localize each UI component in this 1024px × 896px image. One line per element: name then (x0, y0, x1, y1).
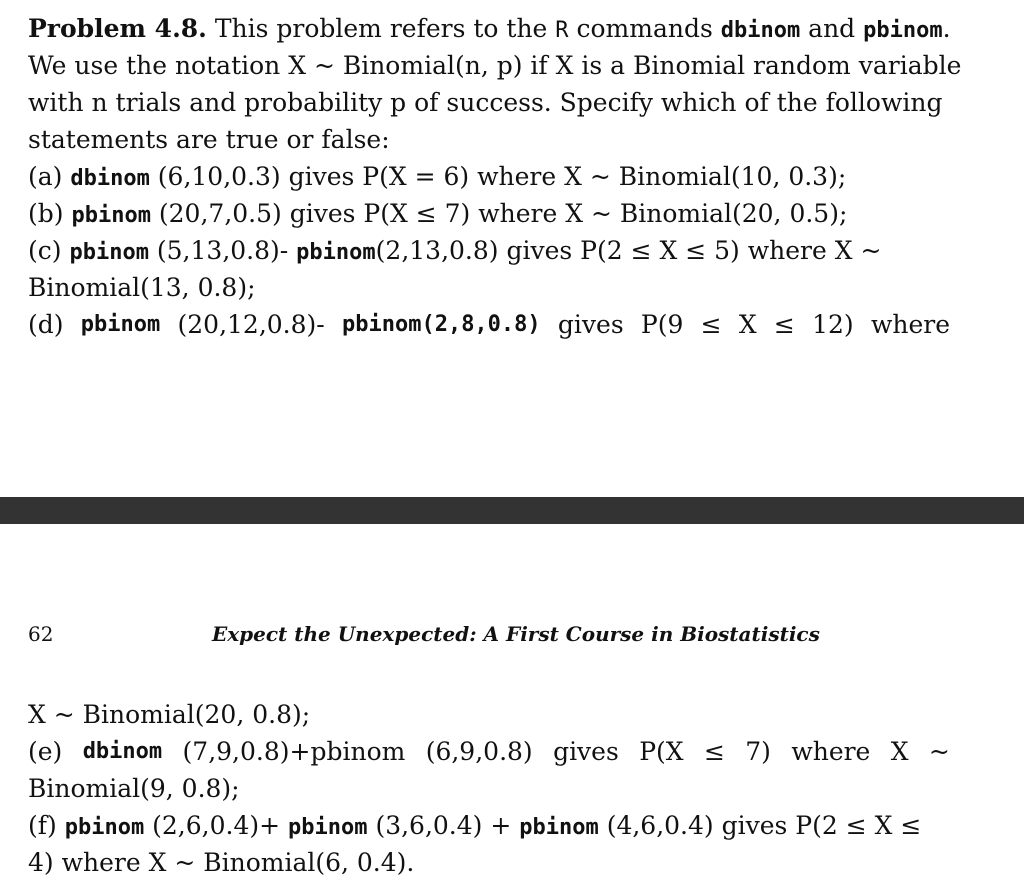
command-pbinom: pbinom (64, 815, 145, 840)
intro-text: and (800, 14, 864, 43)
page-divider-band (0, 497, 1024, 524)
command-dbinom: dbinom (720, 18, 801, 43)
command-pbinom: pbinom(2,8,0.8) (341, 312, 541, 337)
command-dbinom: dbinom (82, 739, 163, 764)
item-c-continuation: Binomial(13, 0.8); (28, 273, 256, 302)
book-title: Expect the Unexpected: A First Course in Biostatistics (212, 622, 820, 646)
item-f: (f) pbinom (2,6,0.4)+ pbinom (3,6,0.4) + pbinom (4,6,0.4) gives P(2 ≤ X ≤ (28, 811, 922, 840)
intro-text: commands (568, 14, 721, 43)
item-e: (e) dbinom (7,9,0.8)+pbinom (6,9,0.8) gives P(X ≤ 7) where X ~ (28, 737, 950, 766)
item-b: (b) pbinom (20,7,0.5) gives P(X ≤ 7) where X ~ Binomial(20, 0.5); (28, 199, 848, 228)
problem-label: Problem 4.8. (28, 14, 207, 43)
command-pbinom: pbinom (296, 240, 376, 265)
command-pbinom: pbinom (71, 203, 151, 228)
intro-text: This problem refers to the (206, 14, 556, 43)
command-dbinom: dbinom (70, 166, 150, 191)
intro-line-4: statements are true or false: (28, 125, 390, 154)
item-d-continuation: X ~ Binomial(20, 0.8); (28, 700, 311, 729)
command-pbinom: pbinom (288, 815, 368, 840)
item-c: (c) pbinom (5,13,0.8)- pbinom(2,13,0.8) gives P(2 ≤ X ≤ 5) where X ~ (28, 236, 882, 265)
r-language-name: R (555, 18, 569, 43)
item-f-continuation: 4) where X ~ Binomial(6, 0.4). (28, 848, 415, 877)
command-pbinom: pbinom (80, 312, 161, 337)
item-e-continuation: Binomial(9, 0.8); (28, 774, 240, 803)
item-a: (a) dbinom (6,10,0.3) gives P(X = 6) where X ~ Binomial(10, 0.3); (28, 162, 847, 191)
problem-heading-line (28, 14, 950, 46)
command-pbinom: pbinom (69, 240, 149, 265)
page-number: 62 (28, 622, 54, 646)
command-pbinom: pbinom (519, 815, 599, 840)
intro-line-2: We use the notation X ~ Binomial(n, p) if X is a Binomial random variable (28, 51, 962, 80)
intro-line-3: with n trials and probability p of success. Specify which of the following (28, 88, 943, 117)
intro-text: . (942, 14, 951, 43)
item-d: (d) pbinom (20,12,0.8)- pbinom(2,8,0.8) gives P(9 ≤ X ≤ 12) where (28, 310, 950, 339)
command-pbinom: pbinom (863, 18, 943, 43)
